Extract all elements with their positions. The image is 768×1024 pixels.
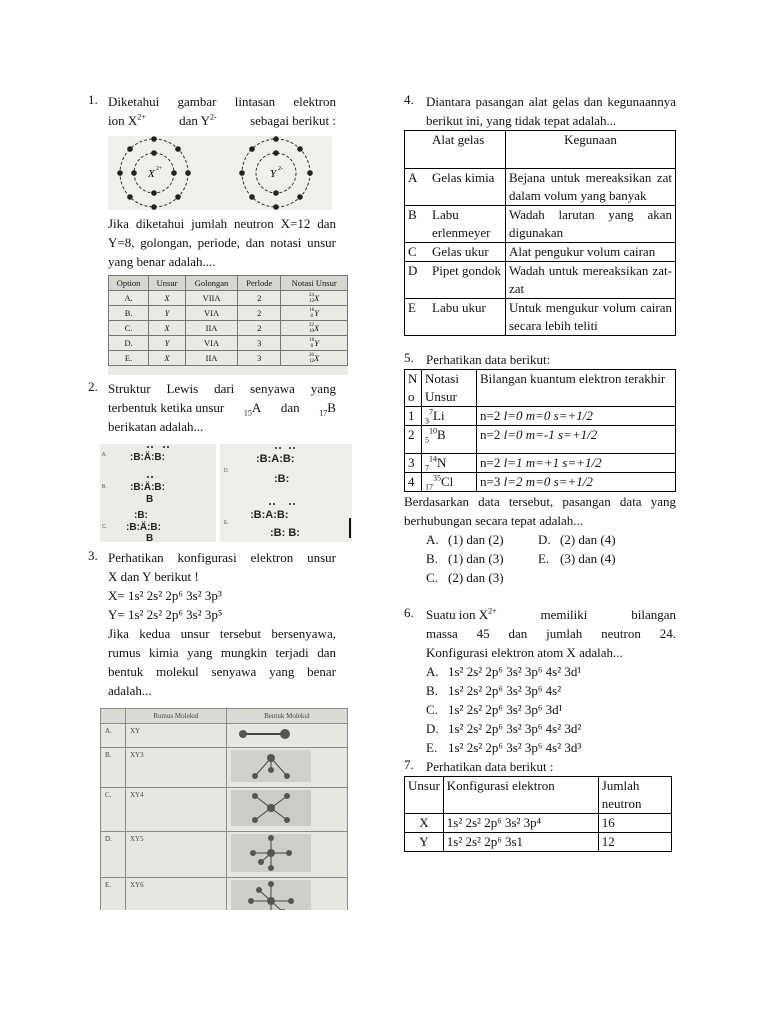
question-number: 6. (404, 605, 414, 620)
question-4 (404, 92, 676, 130)
svg-text::B:A:B:: :B:A:B: (256, 453, 295, 465)
lewis-option-label: B. (102, 484, 107, 490)
answer-option: C. 1s² 2s² 2p⁶ 3s² 3p⁶ 3d¹ (426, 702, 563, 717)
question-number: 4. (404, 92, 414, 107)
question-6-options (426, 662, 676, 757)
table-row: Y 1s² 2s² 2p⁶ 3s1 12 (405, 833, 672, 852)
question-3 (88, 548, 336, 700)
lewis-diagram-left (100, 444, 216, 542)
table-row: D Pipet gondok Wadah untuk mereaksikan zat-zat (405, 262, 676, 299)
bipyramidal-shape-icon (231, 834, 311, 872)
table-row: D. Y VIA 3 16 8 Y (109, 336, 348, 351)
x-configuration: X= 1s² 2s² 2p⁶ 3s² 3p³ (108, 588, 222, 603)
answer-option: A. 1s² 2s² 2p⁶ 3s² 3p⁶ 4s² 3d¹ (426, 664, 582, 679)
right-column (404, 92, 676, 852)
atom-diagram (108, 136, 332, 210)
question-text: Jika kedua unsur tersebut bersenyawa, rumus kimia yang mungkin terjadi dan bentuk molekul senyawa yang benar adalah... (108, 626, 336, 698)
question-text-line: X dan Y berikut ! (108, 569, 199, 584)
question-text: Perhatikan data berikut: (426, 352, 551, 367)
lewis-option-label: A. (102, 452, 107, 458)
table-row: A Gelas kimia Bejana untuk mereaksikan zat dalam volum yang banyak (405, 169, 676, 206)
question-5 (404, 350, 676, 369)
glassware-table (404, 130, 676, 336)
question-text: Jika diketahui jumlah neutron X=12 dan Y=8, golongan, periode, dan notasi unsur yang benar adalah.... (108, 216, 336, 269)
table-row: B. XY3 (101, 748, 348, 788)
svg-text::B:: :B: (274, 473, 290, 485)
table-row: 1 $_3^7$Li n=2 l=0 m=0 s=+1/2 (405, 407, 676, 426)
answer-option-row: B. (1) dan (3) E. (3) dan (4) (426, 551, 616, 566)
molecule-shape-table (100, 708, 348, 910)
svg-text::B:A:B:: :B:A:B: (250, 509, 289, 521)
left-column (88, 92, 336, 910)
question-text-line: Perhatikan konfigurasi elektron unsur (108, 550, 336, 565)
question-text-line: Suatu ion $X^{2+}$ memiliki bilangan (426, 606, 676, 622)
svg-text::B:Ä:B:: :B:Ä:B: (126, 522, 161, 533)
question-text: Perhatikan data berikut : (426, 759, 554, 774)
question-7 (404, 757, 676, 776)
tetrahedral-shape-icon (231, 790, 311, 826)
option-table-image (108, 275, 348, 375)
answer-option: E. 1s² 2s² 2p⁶ 3s² 3p⁶ 4s² 3d³ (426, 740, 582, 755)
table-header-row: Unsur Konfigurasi elektron Jumlah neutron (405, 777, 672, 814)
lewis-option-label: E. (224, 520, 229, 526)
option-table (108, 275, 348, 366)
question-text-line: terbentuk ketika unsur $_{15}$A dan $_{17}$B (108, 400, 336, 418)
svg-text::B: B:: :B: B: (270, 527, 300, 539)
question-text-line: Diketahui gambar lintasan elektron (108, 94, 336, 109)
linear-shape-icon (231, 726, 311, 742)
atom-y-label: Y (270, 168, 277, 180)
table-row: C. XY4 (101, 788, 348, 832)
table-row: B Labu erlenmeyer Wadah larutan yang akan digunakan (405, 206, 676, 243)
answer-option: D. 1s² 2s² 2p⁶ 3s² 3p⁶ 4s² 3d² (426, 721, 582, 736)
table-row: A. XY (101, 724, 348, 748)
table-row: C Gelas ukur Alat pengukur volum cairan (405, 243, 676, 262)
quantum-number-table (404, 369, 676, 492)
question-1-body (88, 214, 336, 271)
svg-text::B:Ä:B:: :B:Ä:B: (130, 452, 165, 463)
question-text-line: ion $X^{2+}$ dan $Y^{2-}$ sebagai berikut : (108, 112, 336, 128)
question-number: 3. (88, 548, 98, 563)
svg-text:B: B (146, 494, 154, 505)
svg-text::B:Ä:B:: :B:Ä:B: (130, 482, 165, 493)
question-text: Diantara pasangan alat gelas dan kegunaannya berikut ini, yang tidak tepat adalah... (426, 94, 676, 128)
table-row: C. X IIA 2 22 10 X (109, 321, 348, 336)
table-header-row: Option Unsur Golongan Perlode Notasi Unsur (109, 276, 348, 291)
lewis-diagram-right (220, 444, 352, 542)
octahedral-shape-icon (231, 880, 311, 910)
lewis-options-left (100, 444, 216, 542)
question-number: 5. (404, 350, 414, 365)
table-header-row: No Notasi Unsur Bilangan kuantum elektron terakhir (405, 370, 676, 407)
question-2 (88, 379, 336, 436)
table-row: 3 $_7^{14}$N n=2 l=1 m=+1 s=+1/2 (405, 454, 676, 473)
question-number: 7. (404, 757, 414, 772)
lewis-structure-images (88, 444, 336, 542)
table-row: E. XY6 (101, 878, 348, 911)
table-row: A. X VIIA 2 24 12 X (109, 291, 348, 306)
answer-option: B. 1s² 2s² 2p⁶ 3s² 3p⁶ 4s² (426, 683, 562, 698)
svg-text::B:: :B: (134, 510, 148, 521)
question-text-line: Konfigurasi elektron atom X adalah... (426, 645, 623, 660)
table-row: E. X IIA 3 26 12 X (109, 351, 348, 366)
question-1 (88, 92, 336, 130)
lewis-options-right (220, 444, 352, 542)
atom-diagram-figure (108, 136, 332, 210)
table-header-row: Alat gelas Kegunaan (405, 131, 676, 169)
molecule-shape-image (100, 708, 348, 910)
question-text-line: Struktur Lewis dari senyawa yang (108, 381, 336, 396)
table-row: D. XY5 (101, 832, 348, 878)
table-row: 2 $_5^{10}$B n=2 l=0 m=-1 s=+1/2 (405, 426, 676, 454)
y-configuration: Y= 1s² 2s² 2p⁶ 3s² 3p⁵ (108, 607, 223, 622)
atom-x-charge: 2+ (156, 166, 163, 172)
table-row: X 1s² 2s² 2p⁶ 3s² 3p⁴ 16 (405, 814, 672, 833)
atom-y-charge: 2- (278, 166, 283, 172)
question-number: 1. (88, 92, 98, 107)
table-row: B. Y VIA 2 16 8 Y (109, 306, 348, 321)
question-number: 2. (88, 379, 98, 394)
question-5-options (404, 530, 676, 587)
question-text-line: berikatan adalah... (108, 419, 204, 434)
table-header-row: Rumus Molekul Bentuk Molekul (101, 709, 348, 724)
configuration-table (404, 776, 672, 852)
table-row: 4 $_{17}^{35}$Cl n=3 l=2 m=0 s=+1/2 (405, 473, 676, 492)
answer-option-row: A. (1) dan (2) D. (2) dan (4) (426, 532, 616, 547)
question-text-line: massa 45 dan jumlah neutron 24. (426, 626, 676, 641)
trigonal-shape-icon (231, 750, 311, 782)
question-5-followup: Berdasarkan data tersebut, pasangan data yang berhubungan secara tepat adalah... (404, 494, 676, 528)
svg-text:B: B (146, 533, 154, 542)
answer-option-row: C. (2) dan (3) (426, 570, 504, 585)
table-row: E Labu ukur Untuk mengukur volum cairan secara lebih teliti (405, 299, 676, 336)
question-6 (404, 605, 676, 757)
atom-x-label: X (148, 168, 155, 180)
lewis-option-label: C. (102, 524, 107, 530)
lewis-option-label: D. (224, 468, 229, 474)
